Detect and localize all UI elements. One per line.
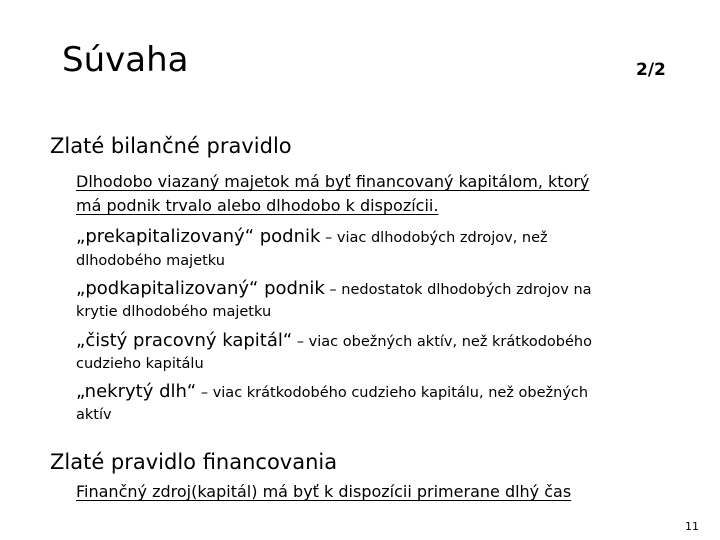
- definition: – viac dlhodobých zdrojov, než: [320, 230, 548, 246]
- section-heading-bilancne: Zlaté bilančné pravidlo: [50, 134, 292, 158]
- definition-continued: cudzieho kapitálu: [76, 356, 204, 372]
- item-podkapitalizovany: [76, 279, 592, 300]
- definition: – nedostatok dlhodobých zdrojov na: [324, 282, 592, 298]
- financing-rule: Finančný zdroj(kapitál) má byť k dispozícii primerane dlhý čas: [76, 482, 572, 501]
- item-cisty-pracovny-kapital: [76, 331, 592, 352]
- definition: – viac krátkodobého cudzieho kapitálu, než obežných: [196, 385, 589, 401]
- item-prekapitalizovany: [76, 227, 548, 248]
- term: „podkapitalizovaný“ podnik: [76, 278, 325, 299]
- term: „prekapitalizovaný“ podnik: [76, 226, 321, 247]
- page-indicator: 2/2: [636, 60, 666, 80]
- section-heading-financovanie: Zlaté pravidlo financovania: [50, 450, 338, 474]
- rule-line-1: Dlhodobo viazaný majetok má byť financovaný kapitálom, ktorý: [76, 172, 590, 191]
- rule-line-2: má podnik trvalo alebo dlhodobo k dispozícii.: [76, 196, 439, 215]
- definition: – viac obežných aktív, než krátkodobého: [292, 334, 592, 350]
- term: „nekrytý dlh“: [76, 381, 197, 402]
- definition-continued: krytie dlhodobého majetku: [76, 304, 272, 320]
- definition-continued: aktív: [76, 407, 112, 423]
- slide-number: 11: [685, 520, 699, 533]
- slide-title: Súvaha: [62, 40, 189, 80]
- definition-continued: dlhodobého majetku: [76, 253, 225, 269]
- term: „čistý pracovný kapitál“: [76, 330, 293, 351]
- item-nekryty-dlh: [76, 382, 588, 403]
